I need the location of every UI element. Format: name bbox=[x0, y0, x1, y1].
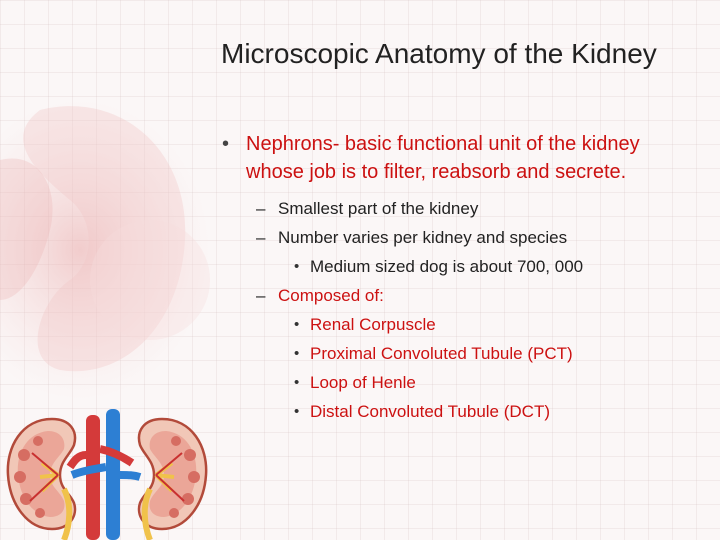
sub-item-text: Number varies per kidney and species bbox=[278, 228, 568, 247]
slide-content bbox=[222, 131, 702, 426]
slide-title: Microscopic Anatomy of the Kidney bbox=[221, 38, 657, 69]
bullet-icon: • bbox=[294, 345, 300, 362]
left-kidney-shape bbox=[8, 419, 75, 540]
sub-item bbox=[256, 194, 702, 223]
sub-sub-item-text: Loop of Henle bbox=[310, 373, 416, 392]
sub-sub-item-text: Proximal Convoluted Tubule (PCT) bbox=[310, 344, 573, 363]
bullet-icon: • bbox=[294, 403, 300, 420]
main-bullet bbox=[222, 131, 702, 186]
dash-icon: – bbox=[256, 286, 266, 305]
right-kidney-shape bbox=[139, 419, 206, 540]
sub-sub-item-text: Renal Corpuscle bbox=[310, 315, 436, 334]
sub-item-text: Smallest part of the kidney bbox=[278, 199, 479, 218]
sub-item bbox=[256, 281, 702, 310]
sub-list bbox=[222, 194, 702, 426]
kidney-illustration bbox=[2, 405, 212, 540]
bullet-icon: • bbox=[222, 133, 230, 155]
sub-sub-item bbox=[256, 252, 702, 281]
dash-icon: – bbox=[256, 228, 266, 247]
bullet-icon: • bbox=[294, 374, 300, 391]
sub-sub-item-text: Medium sized dog is about 700, 000 bbox=[310, 257, 584, 276]
bullet-icon: • bbox=[294, 258, 300, 275]
sub-item bbox=[256, 223, 702, 252]
dash-icon: – bbox=[256, 199, 266, 218]
sub-sub-item-text: Distal Convoluted Tubule (DCT) bbox=[310, 402, 550, 421]
main-bullet-text: Nephrons- basic functional unit of the kidney whose job is to filter, reabsorb and secrete. bbox=[246, 133, 640, 183]
sub-item-text: Composed of: bbox=[278, 286, 384, 305]
sub-sub-item bbox=[256, 368, 702, 397]
sub-sub-item bbox=[256, 310, 702, 339]
bullet-icon: • bbox=[294, 316, 300, 333]
sub-sub-item bbox=[256, 397, 702, 426]
renal-vessels bbox=[70, 409, 140, 540]
sub-sub-item bbox=[256, 339, 702, 368]
